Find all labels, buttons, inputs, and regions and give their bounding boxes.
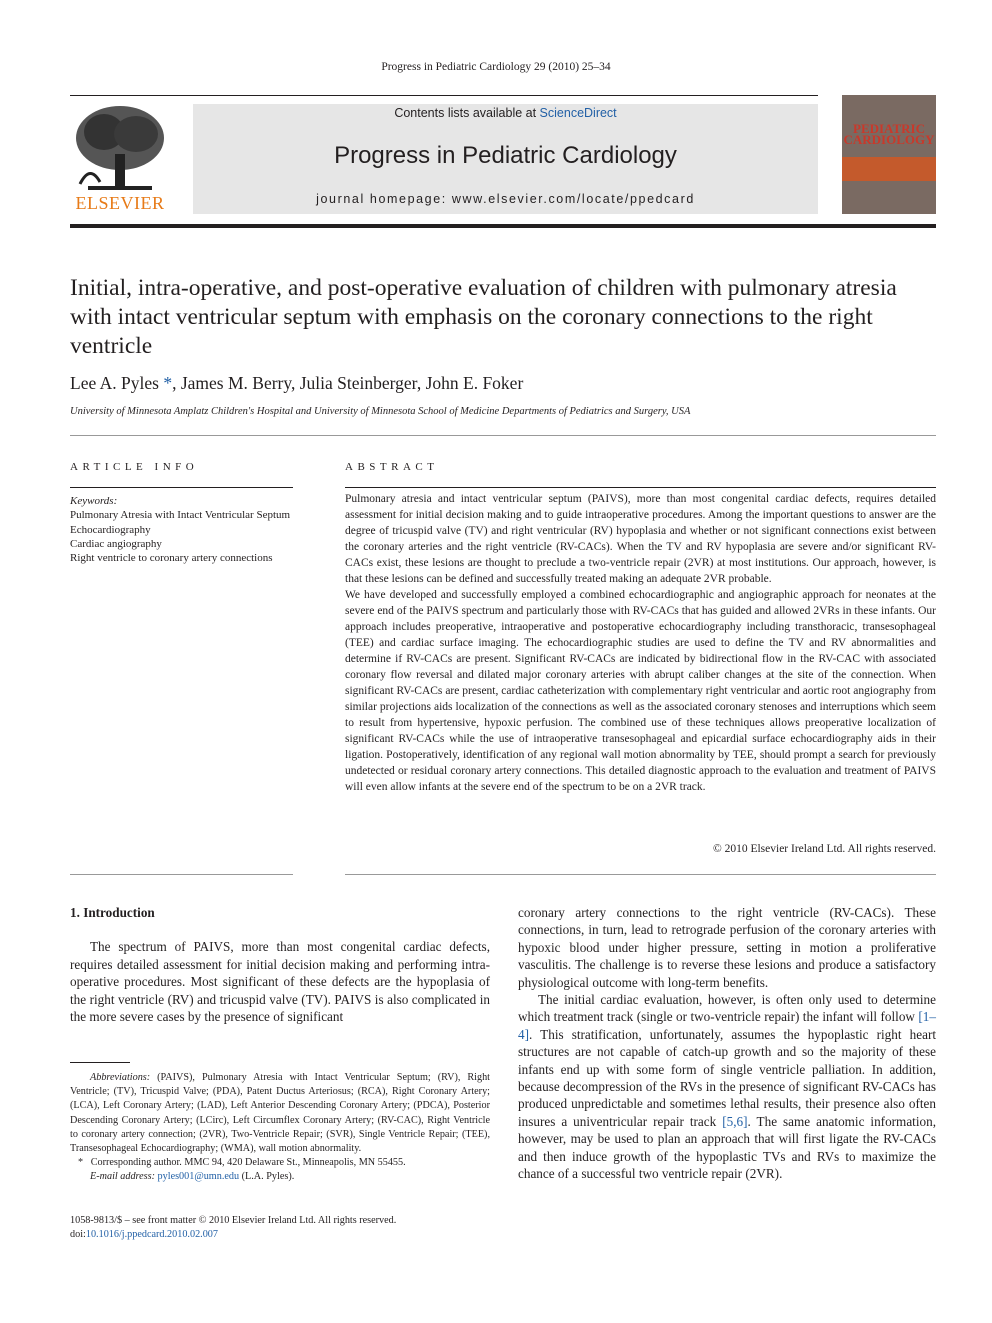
keyword-item: Right ventricle to coronary artery connections xyxy=(70,552,273,565)
abbreviations-footnote xyxy=(70,1071,490,1156)
affiliation: University of Minnesota Amplatz Children's Hospital and University of Minnesota School of Medicine Departments of Pediatrics and Surgery, USA xyxy=(70,406,691,417)
abstract-copyright: © 2010 Elsevier Ireland Ltd. All rights reserved. xyxy=(712,843,936,855)
intro-text-segment: . This stratification, unfortunately, assumes the hypoplastic right heart structures are not capable of catch-up growth and so the majority of these infants end up with some form of single ventricle palliation. In addition, because decompression of the RVs in the presence of significant RV-CACs has produced unpredictable and sometimes lethal results, their presence also often insures a univentricular repair track xyxy=(518,1026,936,1129)
keyword-item: Echocardiography xyxy=(70,523,151,536)
article-info-heading: ARTICLE INFO xyxy=(70,461,199,473)
other-authors: , James M. Berry, Julia Steinberger, John E. Foker xyxy=(172,373,524,393)
article-info-bottom-rule xyxy=(70,874,293,875)
intro-paragraph-1: The spectrum of PAIVS, more than most congenital cardiac defects, requires detailed assessment for initial decision making and performing intra-operative procedures. Most significant of these defects are the hypoplasia of the right ventricle (RV) and tricuspid valve (TV). PAIVS is also complicated in the more severe cases by the presence of significant xyxy=(70,939,490,1025)
journal-title: Progress in Pediatric Cardiology xyxy=(334,142,677,169)
cover-title-line1: PEDIATRIC xyxy=(853,121,925,136)
abbreviations-text: (PAIVS), Pulmonary Atresia with Intact Ventricular Septum; (RV), Right Ventricle; (TV), Tricuspid Valve; (PDA), Patent Ductus Arteriosus; (RCA), Right Coronary Artery; (LCA), Left Coronary Artery; (LAD), Left Anterior Descending Coronary Artery; (PDCA), Posterior Descending Coronary Artery; (LCirc), Left Circumflex Coronary Artery; (RV-CAC), Right Ventricle to coronary artery connection; (2VR), Two-Ventricle Repair; (SVR), Single Ventricle Repair; (TEE), Transesophageal Echocardiography; (WMA), wall motion abnormality. xyxy=(70,1072,490,1155)
email-footnote xyxy=(70,1170,490,1184)
intro-heading: 1. Introduction xyxy=(70,905,155,920)
keyword-item: Pulmonary Atresia with Intact Ventricular Septum xyxy=(70,509,291,522)
elsevier-logo[interactable] xyxy=(70,104,170,214)
email-suffix: (L.A. Pyles). xyxy=(239,1171,295,1183)
contents-prefix: Contents lists available at xyxy=(394,106,540,120)
sciencedirect-link[interactable]: ScienceDirect xyxy=(539,106,617,120)
intro-paragraph-2: coronary artery connections to the right ventricle (RV-CACs). These connections, in turn, lead to retrograde perfusion of the coronary arteries with hypoxic blood under higher pressure, setting in motion a proliferative vasculitis. The challenge is to reverse these lesions and produce a satisfactory physiological outcome with long-term benefits. xyxy=(518,905,936,990)
footnote-rule xyxy=(70,1062,130,1063)
elsevier-wordmark: ELSEVIER xyxy=(75,193,165,213)
citation-link[interactable]: [1–4] xyxy=(518,1009,936,1042)
running-head: Progress in Pediatric Cardiology 29 (2010) 25–34 xyxy=(381,61,611,73)
cover-image-band xyxy=(842,157,936,181)
journal-homepage[interactable]: journal homepage: www.elsevier.com/locate/ppedcard xyxy=(316,192,695,206)
contents-line xyxy=(193,106,818,120)
header-top-rule xyxy=(70,95,818,96)
abstract-bottom-rule xyxy=(345,874,936,875)
journal-cover[interactable] xyxy=(842,95,936,214)
intro-text-segment: . The same anatomic information, however, may be used to plan an approach that will first ligate the RV-CACs and then induce growth of the hypoplastic TVs and RVs to maximize the chance of a successful two ventricle repair (2VR). xyxy=(518,1113,936,1182)
keywords-block xyxy=(70,494,295,565)
abbreviations-label: Abbreviations: xyxy=(90,1072,151,1083)
doi-line xyxy=(70,1228,396,1242)
abstract-paragraph-1: Pulmonary atresia and intact ventricular septum (PAIVS), more than most congenital cardiac defects, requires detailed assessment for initial decision making and to guide intraoperative procedures. Among the important questions to answer are the degree of tricuspid valve (TV) and right ventricular (RV) hypoplasia and whether or not significant connections exist between the coronary arteries and the right ventricle (RV-CACs). When the TV and RV hypoplasia are severe and/or significant RV-CACs exist, these lesions are thought to preclude a two-ventricle repair (2VR) at most institutions. Our approach, however, is that these lesions can be defined and successfully treated making an adequate 2VR probable. xyxy=(345,493,936,585)
article-info-rule xyxy=(70,487,293,488)
abstract-rule xyxy=(345,487,936,488)
keyword-item: Cardiac angiography xyxy=(70,537,162,550)
journal-banner xyxy=(193,104,818,214)
elsevier-tree-icon xyxy=(70,104,170,192)
abstract-heading: ABSTRACT xyxy=(345,461,439,473)
issn-line: 1058-9813/$ – see front matter © 2010 Elsevier Ireland Ltd. All rights reserved. xyxy=(70,1215,397,1226)
corresponding-marker: * xyxy=(78,1157,84,1169)
cover-title-line2: CARDIOLOGY xyxy=(843,132,935,147)
affiliation-rule xyxy=(70,435,936,436)
author-list xyxy=(70,373,523,394)
intro-paragraph-3 xyxy=(518,991,936,1182)
footnotes xyxy=(70,1071,490,1185)
doi-label: doi: xyxy=(70,1229,86,1241)
article-title: Initial, intra-operative, and post-operative evaluation of children with pulmonary atresia with intact ventricular septum with emphasis on the coronary connections to the right ventricle xyxy=(70,275,897,359)
email-label: E-mail address: xyxy=(90,1171,155,1183)
keywords-label: Keywords: xyxy=(70,495,118,507)
corresponding-footnote xyxy=(70,1156,490,1170)
intro-right-column xyxy=(518,904,936,1183)
email-link[interactable]: pyles001@umn.edu xyxy=(157,1171,240,1183)
abstract-paragraph-2: We have developed and successfully employed a combined echocardiographic and angiographic approach for neonates at the severe end of the PAIVS spectrum and particularly those with RV-CACs that has guided and allowed 2VRs in these infants. Our approach includes preoperative, intraoperative and postoperative echocardiography including transthoracic, transesophageal (TEE) and cardiac surface imaging. The echocardiographic studies are used to define the TV and RV abnormalities and determine if RV-CACs are present. Significant RV-CACs are indicated by bidirectional flow in the RV-CAC with associated coronary flow reversal and dilated major coronary arteries with abrupt caliber changes at the site of the connection. When significant RV-CACs are present, cardiac catheterization with complementary right ventricular and aortic root angiography from similar projections aids localization of the connections as well as the associated coronary stenoses and interruptions which seem to result from hypertensive, hypoxic perfusion. The combined use of these techniques allows preoperative localization of significant RV-CACs while the use of intraoperative transesophageal and epicardial surface echocardiography aids in their ligation. Postoperatively, identification of any regional wall motion abnormality by TEE, should prompt a search for previously undetected or residual coronary artery connections. This detailed diagnostic approach to the evaluation and treatment of PAIVS will even allow infants at the severe end of the spectrum to be on a 2VR track. xyxy=(345,589,936,793)
doi-link[interactable]: 10.1016/j.ppedcard.2010.02.007 xyxy=(85,1229,218,1241)
intro-text-segment: The initial cardiac evaluation, however, is often only used to determine which treatment track (single or two-ventricle repair) the infant will follow xyxy=(518,992,936,1025)
citation-link[interactable]: [5,6] xyxy=(722,1113,748,1129)
front-matter xyxy=(70,1214,396,1242)
header-bottom-rule xyxy=(70,224,936,228)
corresponding-text: Corresponding author. MMC 94, 420 Delaware St., Minneapolis, MN 55455. xyxy=(90,1157,406,1169)
abstract-body xyxy=(345,491,936,795)
intro-left-column xyxy=(70,904,490,1025)
first-author: Lee A. Pyles xyxy=(70,373,159,393)
corresponding-author-marker[interactable]: * xyxy=(163,373,173,393)
cover-title xyxy=(842,123,936,145)
